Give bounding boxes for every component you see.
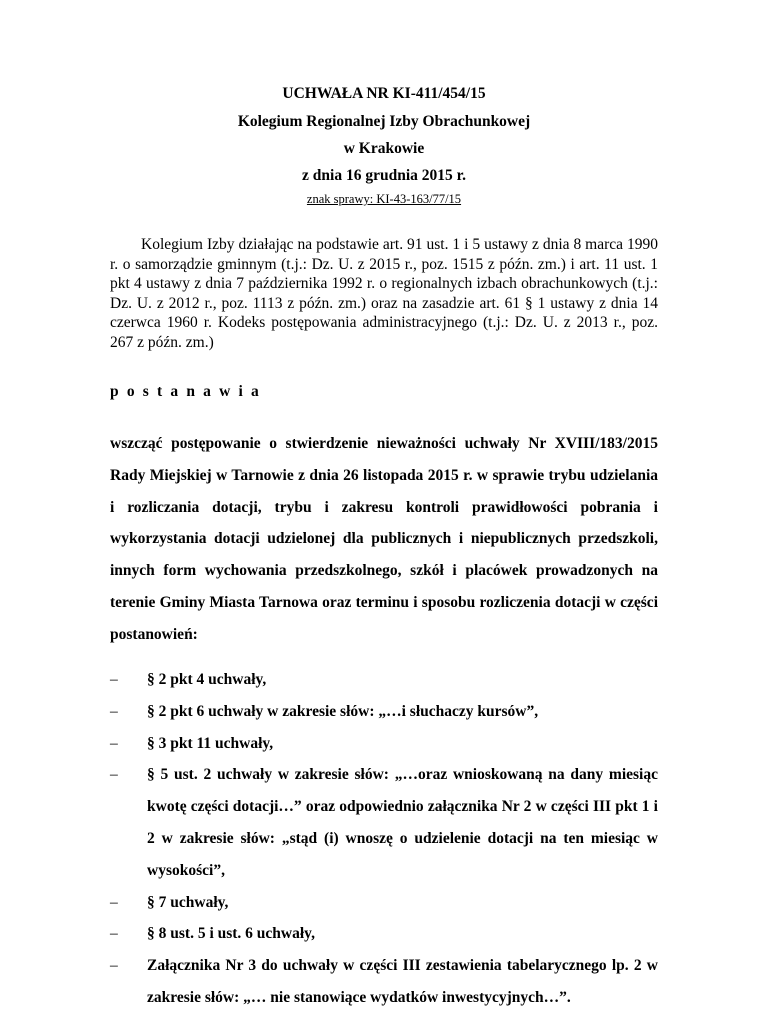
list-item	[110, 887, 658, 919]
decision-word: postanawia	[110, 383, 267, 400]
dash-bullet: –	[110, 766, 118, 784]
list-item	[110, 696, 658, 728]
list-item-text: § 5 ust. 2 uchwały w zakresie słów: „…oraz wnioskowaną na dany miesiąc kwotę części dotacji…” oraz odpowiednio załącznika Nr 2 w części III pkt 1 i 2 w zakresie słów: „stąd (i) wnoszę o udzielenie dotacji na ten miesiąc w wysokości”,	[147, 766, 658, 879]
dash-bullet: –	[110, 702, 118, 720]
case-reference	[0, 192, 768, 206]
list-item-text: § 2 pkt 6 uchwały w zakresie słów: „…i słuchaczy kursów”,	[147, 702, 539, 720]
list-item-text: § 2 pkt 4 uchwały,	[147, 671, 267, 688]
resolution-date: z dnia 16 grudnia 2015 r.	[302, 167, 466, 184]
list-item	[110, 918, 658, 950]
resolution-number: UCHWAŁA NR KI-411/454/15	[282, 85, 486, 102]
provisions-list	[110, 664, 658, 1014]
issuing-city: w Krakowie	[343, 140, 425, 157]
list-item	[110, 950, 658, 1014]
list-item-text: § 3 pkt 11 uchwały,	[147, 734, 274, 752]
list-item	[110, 759, 658, 886]
resolution-body: wszcząć postępowanie o stwierdzenie nieważności uchwały Nr XVIII/183/2015 Rady Miejskiej w Tarnowie z dnia 26 listopada 2015 r. w sprawie trybu udzielania i rozliczania dotacji, trybu i zakresu kontroli prawidłowości pobrania i wykorzystania dotacji udzielonej dla publicznych i niepublicznych przedszkoli, innych form wychowania przedszkolnego, szkół i placówek prowadzonych na terenie Gminy Miasta Tarnowa oraz terminu i sposobu rozliczenia dotacji w części postanowień:	[110, 435, 658, 643]
issuing-body: Kolegium Regionalnej Izby Obrachunkowej	[237, 113, 531, 130]
list-item	[110, 664, 658, 696]
dash-bullet: –	[110, 957, 118, 975]
list-item-text: § 7 uchwały,	[147, 893, 229, 911]
list-item	[110, 728, 658, 760]
dash-bullet: –	[110, 734, 118, 752]
dash-bullet: –	[110, 671, 118, 688]
legal-basis-paragraph: Kolegium Izby działając na podstawie art. 91 ust. 1 i 5 ustawy z dnia 8 marca 1990 r. o samorządzie gminnym (t.j.: Dz. U. z 2015 r., poz. 1515 z późn. zm.) i art. 11 ust. 1 pkt 4 ustawy z dnia 7 października 1992 r. o regionalnych izbach obrachunkowych (t.j.: Dz. U. z 2012 r., poz. 1113 z późn. zm.) oraz na zasadzie art. 61 § 1 ustawy z dnia 14 czerwca 1960 r. Kodeks postępowania administracyjnego (t.j.: Dz. U. z 2013 r., poz. 267 z późn. zm.)	[110, 236, 658, 351]
dash-bullet: –	[110, 925, 118, 943]
list-item-text: § 8 ust. 5 i ust. 6 uchwały,	[147, 925, 315, 943]
case-number: znak sprawy: KI-43-163/77/15	[306, 192, 462, 206]
list-item-text: Załącznika Nr 3 do uchwały w części III zestawienia tabelarycznego lp. 2 w zakresie słów: „… nie stanowiące wydatków inwestycyjnych…”.	[147, 957, 658, 1006]
dash-bullet: –	[110, 893, 118, 911]
